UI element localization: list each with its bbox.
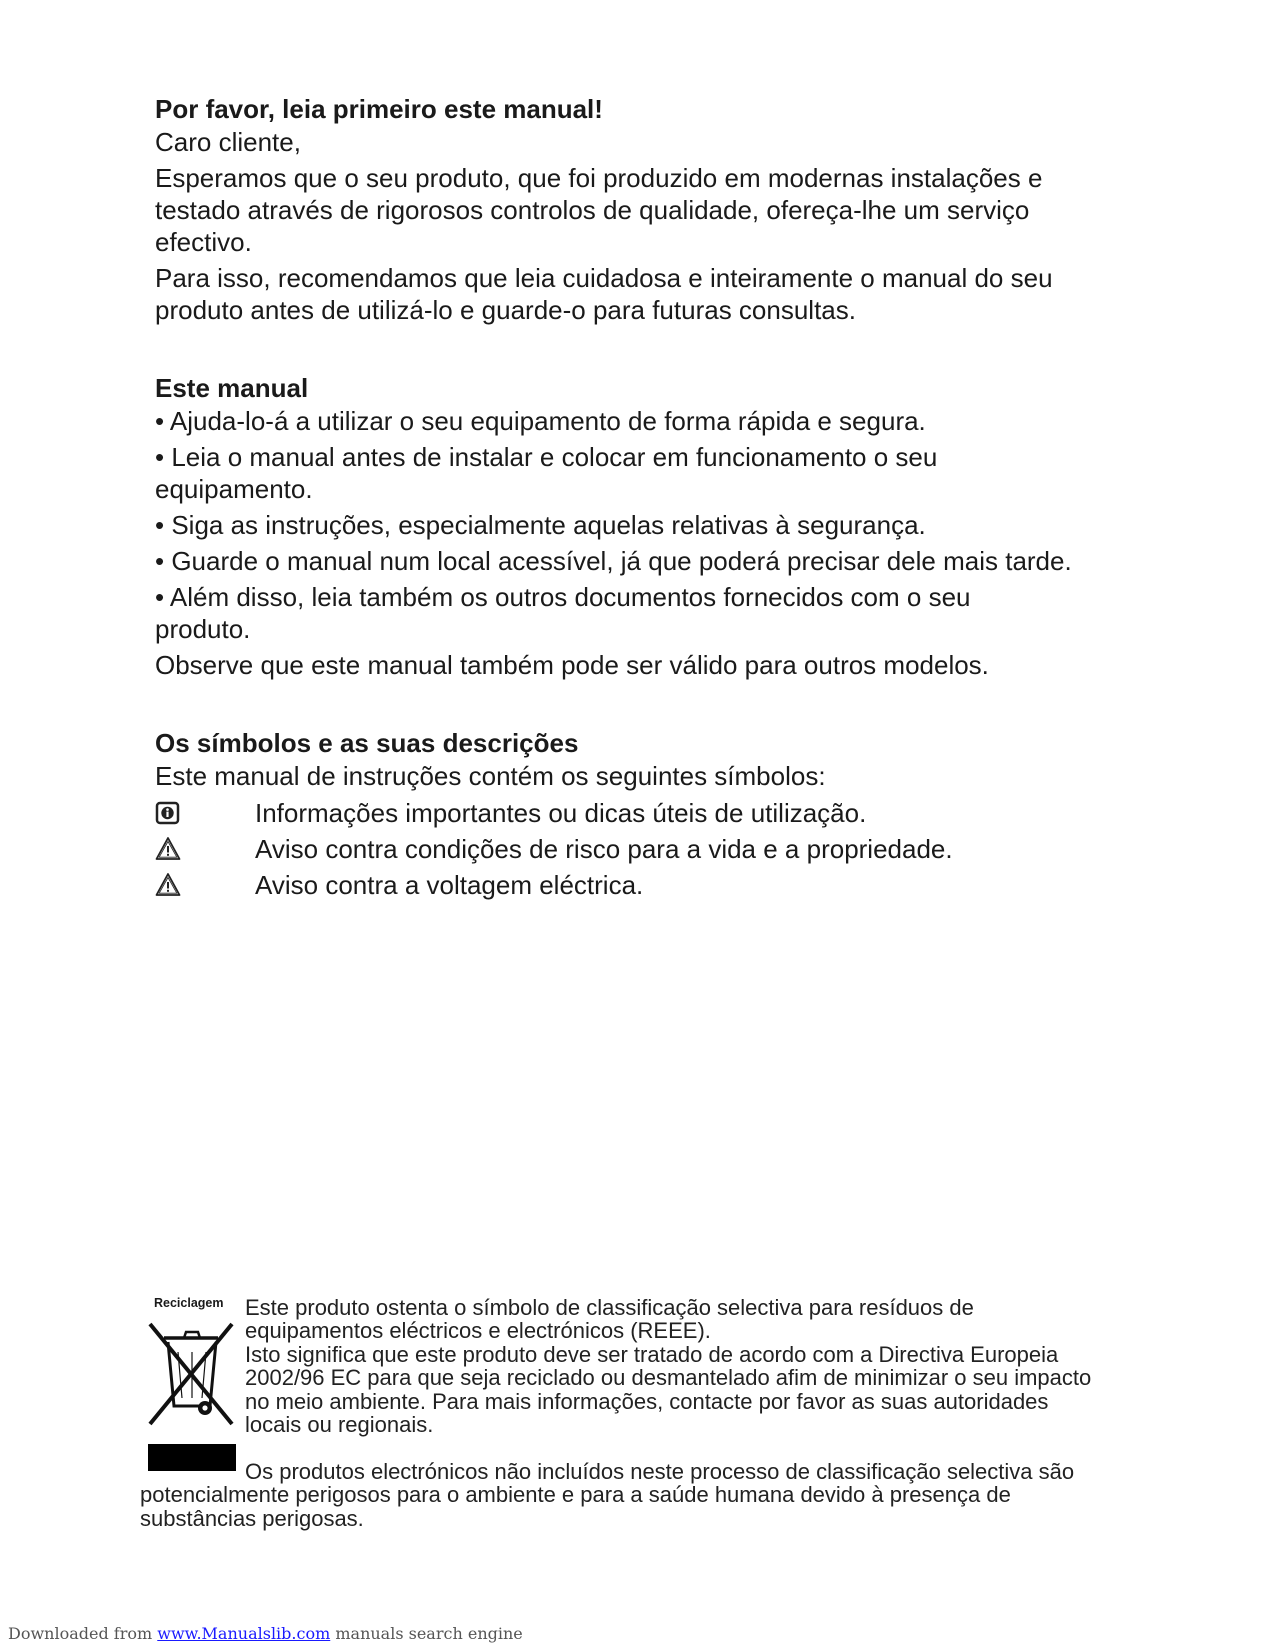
- symbol-text-warning: Aviso contra condições de risco para a vida e a propriedade.: [255, 834, 953, 864]
- manual-line-1: • Ajuda-lo-á a utilizar o seu equipamento de forma rápida e segura.: [155, 406, 926, 436]
- recycling-para2-line2: potencialmente perigosos para o ambiente e para a saúde humana devido à presença de: [140, 1482, 1011, 1507]
- manual-line-6: • Além disso, leia também os outros documentos fornecidos com o seu: [155, 582, 971, 612]
- manual-line-3: equipamento.: [155, 474, 313, 504]
- crossed-out-wheelie-bin-icon: [144, 1318, 240, 1430]
- intro-para1-line1: Esperamos que o seu produto, que foi produzido em modernas instalações e: [155, 163, 1043, 193]
- warning-triangle-icon: [155, 836, 181, 862]
- recycling-para1-line4: 2002/96 EC para que seja reciclado ou desmantelado afim de minimizar o seu impacto: [245, 1365, 1092, 1390]
- manual-heading: Este manual: [155, 373, 309, 403]
- manual-line-4: • Siga as instruções, especialmente aquelas relativas à segurança.: [155, 510, 926, 540]
- symbol-text-info: Informações importantes ou dicas úteis de utilização.: [255, 798, 867, 828]
- intro-para1-line3: efectivo.: [155, 227, 252, 257]
- manual-line-8: Observe que este manual também pode ser válido para outros modelos.: [155, 650, 989, 680]
- recycling-para1-line5: no meio ambiente. Para mais informações, contacte por favor as suas autoridades: [245, 1389, 1049, 1414]
- recycling-para1-line3: Isto significa que este produto deve ser tratado de acordo com a Directiva Europeia: [245, 1342, 1059, 1367]
- recycling-para2-line1: Os produtos electrónicos não incluídos neste processo de classificação selectiva são: [245, 1459, 1075, 1484]
- manual-line-2: • Leia o manual antes de instalar e colocar em funcionamento o seu: [155, 442, 938, 472]
- recycling-para1-line2: equipamentos eléctricos e electrónicos (REEE).: [245, 1318, 711, 1343]
- intro-heading: Por favor, leia primeiro este manual!: [155, 94, 603, 124]
- greeting: Caro cliente,: [155, 127, 301, 157]
- manual-line-5: • Guarde o manual num local acessível, já que poderá precisar dele mais tarde.: [155, 546, 1072, 576]
- symbols-heading: Os símbolos e as suas descrições: [155, 728, 579, 758]
- recycling-para2-line3: substâncias perigosas.: [140, 1506, 364, 1531]
- footer-prefix: Downloaded from: [8, 1624, 153, 1643]
- intro-para2-line1: Para isso, recomendamos que leia cuidadosa e inteiramente o manual do seu: [155, 263, 1053, 293]
- manualslib-link[interactable]: www.Manualslib.com: [157, 1624, 331, 1643]
- recycling-para1-line1: Este produto ostenta o símbolo de classificação selectiva para resíduos de: [245, 1295, 974, 1320]
- info-icon: [155, 800, 181, 826]
- intro-para1-line2: testado através de rigorosos controlos de qualidade, ofereça-lhe um serviço: [155, 195, 1030, 225]
- warning-triangle-icon: [155, 872, 181, 898]
- download-footer: [8, 1624, 523, 1643]
- symbols-intro: Este manual de instruções contém os seguintes símbolos:: [155, 761, 826, 791]
- recycling-label: Reciclagem: [154, 1296, 224, 1310]
- symbol-text-electric: Aviso contra a voltagem eléctrica.: [255, 870, 644, 900]
- intro-para2-line2: produto antes de utilizá-lo e guarde-o para futuras consultas.: [155, 295, 856, 325]
- manual-line-7: produto.: [155, 614, 251, 644]
- recycling-bar: [148, 1444, 236, 1471]
- recycling-para1-line6: locais ou regionais.: [245, 1412, 434, 1437]
- footer-suffix: manuals search engine: [330, 1624, 523, 1643]
